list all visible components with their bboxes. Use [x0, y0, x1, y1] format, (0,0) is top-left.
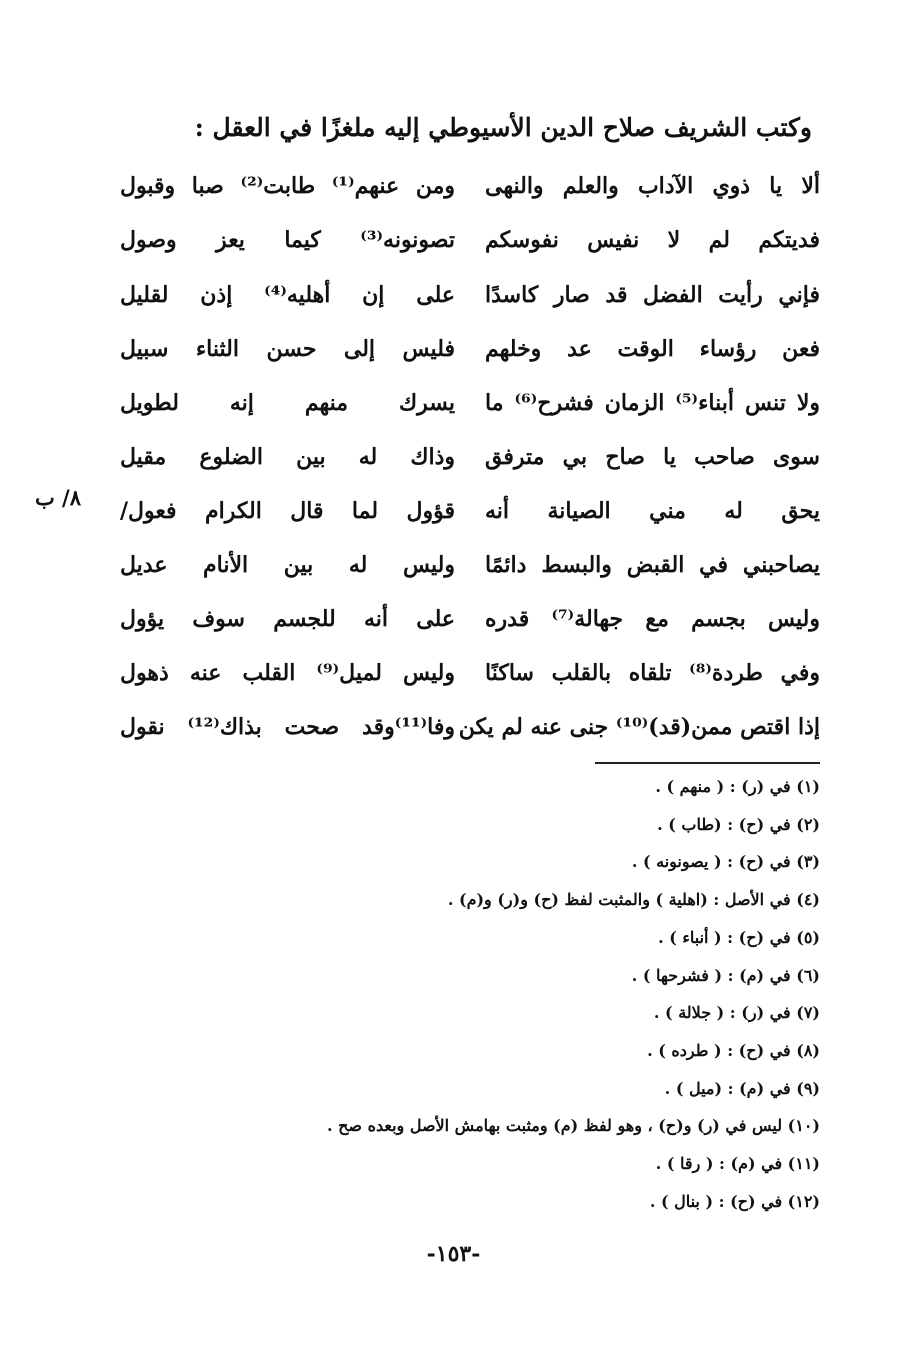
verse-first-hemistich: يحق له مني الصيانة أنه [485, 498, 820, 524]
verse-first-hemistich: ولا تنس أبناء⁽⁵⁾ الزمان فشرح⁽⁶⁾ ما [485, 390, 820, 416]
verse-line [120, 490, 820, 542]
footnote: (٢) في (ح) : (طاب ) . [657, 814, 820, 834]
footnote: (١) في (ر) : ( منهم ) . [655, 777, 820, 796]
verse-line [120, 219, 820, 271]
verse-line [120, 382, 820, 434]
verse-line [120, 652, 820, 704]
footnote: (٤) في الأصل : (اهلية ) والمثبت لفظ (ح) و(ر) و(م) . [447, 890, 820, 910]
verse-line [120, 598, 820, 650]
verse-line [120, 544, 820, 596]
footnote: (٧) في (ر) : ( جلالة ) . [653, 1003, 820, 1023]
verse-first-hemistich: وليس بجسم مع جهالة⁽⁷⁾ قدره [485, 606, 820, 632]
verse-line [120, 436, 820, 488]
verse-first-hemistich: فديتكم لم لا نفيس نفوسكم [485, 227, 820, 253]
verse-first-hemistich: يصاحبني في القبض والبسط دائمًا [485, 552, 820, 578]
footnote: (٦) في (م) : ( فشرحها ) . [631, 965, 820, 985]
verse-first-hemistich: وفي طردة⁽⁸⁾ تلقاه بالقلب ساكنًا [485, 660, 820, 686]
verse-first-hemistich: إذا اقتص ممن(قد)⁽¹⁰⁾ جنى عنه لم يكن [458, 714, 820, 740]
verse-second-hemistich: وذاك له بين الضلوع مقيل [120, 444, 455, 470]
verse-second-hemistich: تصونونه⁽³⁾ كيما يعز وصول [120, 227, 455, 253]
verse-second-hemistich: يسرك منهم إنه لطويل [120, 390, 455, 416]
manuscript-folio-marker: ٨/ ب [34, 485, 82, 510]
footnote: (٣) في (ح) : ( يصونونه ) . [631, 852, 820, 872]
footnote-divider [595, 762, 820, 764]
verse-second-hemistich: على أنه للجسم سوف يؤول [120, 606, 455, 632]
footnote: (١١) في (م) : ( رقا ) . [655, 1154, 820, 1173]
verse-first-hemistich: سوى صاحب يا صاح بي مترفق [485, 444, 820, 470]
page-number: -١٥٣- [426, 1241, 481, 1267]
verse-first-hemistich: فعن رؤساء الوقت عد وخلهم [485, 336, 820, 362]
verse-line [120, 274, 820, 326]
verse-first-hemistich: فإني رأيت الفضل قد صار كاسدًا [485, 282, 820, 308]
poem-heading: وكتب الشريف صلاح الدين الأسيوطي إليه ملغزًا في العقل : [194, 113, 812, 142]
verse-line [120, 165, 820, 217]
verse-second-hemistich: على إن أهليه⁽⁴⁾ إذن لقليل [120, 282, 455, 308]
verse-second-hemistich: ومن عنهم⁽¹⁾ طابت⁽²⁾ صبا وقبول [120, 173, 455, 199]
footnote: (٩) في (م) : (ميل ) . [664, 1078, 820, 1098]
verse-second-hemistich: وليس لميل⁽⁹⁾ القلب عنه ذهول [120, 660, 456, 686]
verse-first-hemistich: ألا يا ذوي الآداب والعلم والنهى [485, 173, 820, 199]
verse-line [120, 706, 820, 758]
footnote: (٥) في (ح) : ( أنباء ) . [658, 927, 820, 947]
verse-second-hemistich: قؤول لما قال الكرام فعول/ [120, 498, 455, 524]
verse-second-hemistich: وفا⁽¹¹⁾وقد صحت بذاك⁽¹²⁾ نقول [120, 714, 455, 740]
verse-second-hemistich: فليس إلى حسن الثناء سبيل [120, 336, 455, 362]
footnote: (١٢) في (ح) : ( بنال ) . [649, 1191, 820, 1211]
verse-second-hemistich: وليس له بين الأنام عديل [120, 552, 455, 578]
verse-line [120, 328, 820, 380]
footnote: (١٠) ليس في (ر) و(ح) ، وهو لفظ (م) ومثبت بهامش الأصل وبعده صح . [326, 1116, 820, 1136]
footnote: (٨) في (ح) : ( طرده ) . [647, 1040, 820, 1060]
